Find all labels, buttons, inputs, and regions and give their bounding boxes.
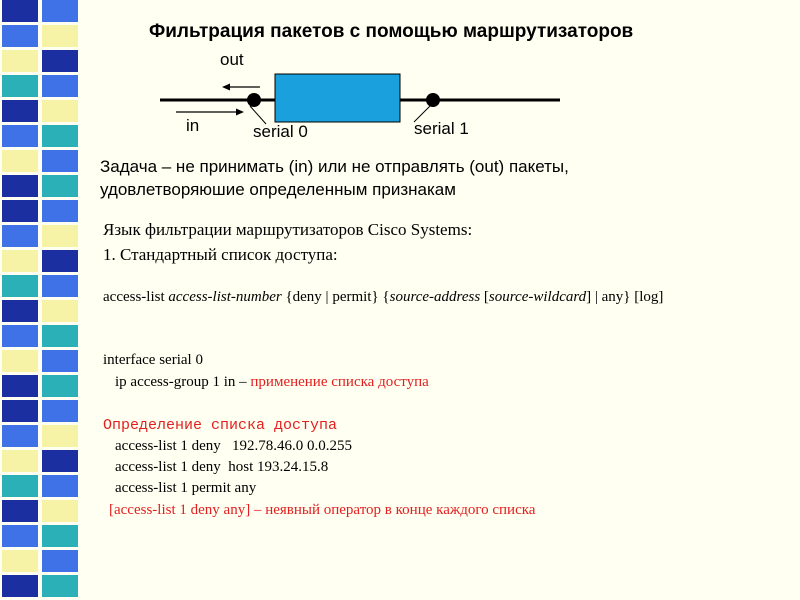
syntax-part: [ bbox=[480, 289, 489, 305]
stripe-square bbox=[42, 325, 78, 347]
decorative-stripe bbox=[0, 0, 92, 600]
stripe-square bbox=[42, 175, 78, 197]
stripe-square bbox=[2, 550, 38, 572]
stripe-square bbox=[2, 0, 38, 22]
stripe-square bbox=[42, 125, 78, 147]
stripe-square bbox=[42, 450, 78, 472]
stripe-square bbox=[42, 100, 78, 122]
syntax-source-wildcard: source-wildcard bbox=[488, 289, 587, 305]
implicit-deny-note: [access-list 1 deny any] – неявный оператор в конце каждого списка bbox=[109, 502, 536, 518]
stripe-square bbox=[2, 300, 38, 322]
out-arrowhead bbox=[222, 84, 230, 91]
stripe-square bbox=[2, 425, 38, 447]
stripe-square bbox=[42, 75, 78, 97]
slide-title: Фильтрация пакетов с помощью маршрутизаторов bbox=[149, 21, 634, 42]
stripe-square bbox=[42, 50, 78, 72]
stripe-square bbox=[2, 150, 38, 172]
router-diagram bbox=[150, 60, 570, 150]
stripe-square bbox=[2, 475, 38, 497]
stripe-square bbox=[42, 275, 78, 297]
router-box bbox=[275, 74, 400, 122]
syntax-part: access-list bbox=[103, 289, 169, 305]
stripe-square bbox=[2, 275, 38, 297]
serial1-label: serial 1 bbox=[414, 119, 469, 138]
interface-line-2 bbox=[115, 374, 429, 391]
in-arrowhead bbox=[236, 109, 244, 116]
stripe-square bbox=[2, 25, 38, 47]
syntax-part: {deny | permit} { bbox=[281, 289, 390, 305]
syntax-source-address: source-address bbox=[389, 289, 481, 305]
serial0-label: serial 0 bbox=[253, 122, 308, 141]
stripe-square bbox=[42, 150, 78, 172]
stripe-square bbox=[2, 500, 38, 522]
stripe-square bbox=[42, 25, 78, 47]
access-group-note: применение списка доступа bbox=[250, 374, 429, 390]
stripe-square bbox=[2, 125, 38, 147]
out-label: out bbox=[220, 50, 244, 69]
stripe-square bbox=[42, 400, 78, 422]
stripe-square bbox=[2, 250, 38, 272]
serial1-dot bbox=[426, 93, 440, 107]
stripe-square bbox=[2, 200, 38, 222]
task-line-2: удовлетворяюшие определенным признакам bbox=[100, 180, 456, 199]
stripe-square bbox=[42, 550, 78, 572]
stripe-square bbox=[42, 525, 78, 547]
stripe-square bbox=[2, 575, 38, 597]
stripe-square bbox=[42, 225, 78, 247]
access-group-command: ip access-group 1 in – bbox=[115, 374, 251, 390]
stripe-square bbox=[42, 0, 78, 22]
serial0-dot bbox=[247, 93, 261, 107]
stripe-square bbox=[42, 500, 78, 522]
stripe-square bbox=[2, 375, 38, 397]
interface-line-1: interface serial 0 bbox=[103, 352, 203, 368]
stripe-square bbox=[2, 75, 38, 97]
in-label: in bbox=[186, 116, 200, 135]
syntax-access-list-number: access-list-number bbox=[168, 289, 282, 305]
rule-line: access-list 1 deny 192.78.46.0 0.0.255 bbox=[115, 438, 353, 454]
stripe-square bbox=[2, 225, 38, 247]
stripe-square bbox=[2, 350, 38, 372]
stripe-square bbox=[2, 325, 38, 347]
rule-line: access-list 1 permit any bbox=[115, 480, 257, 496]
stripe-square bbox=[2, 525, 38, 547]
stripe-square bbox=[2, 50, 38, 72]
stripe-square bbox=[42, 300, 78, 322]
lang-line-2: 1. Стандартный список доступа: bbox=[103, 245, 338, 264]
stripe-square bbox=[42, 200, 78, 222]
stripe-square bbox=[42, 375, 78, 397]
stripe-square bbox=[42, 425, 78, 447]
syntax-part: ] | any} [log] bbox=[586, 289, 664, 305]
definition-heading: Определение списка доступа bbox=[103, 417, 338, 434]
rule-line: access-list 1 deny host 193.24.15.8 bbox=[115, 459, 329, 475]
stripe-square bbox=[42, 575, 78, 597]
stripe-square bbox=[42, 475, 78, 497]
stripe-square bbox=[2, 100, 38, 122]
stripe-square bbox=[42, 250, 78, 272]
task-line-1: Задача – не принимать (in) или не отправлять (out) пакеты, bbox=[100, 157, 569, 176]
syntax-line bbox=[103, 289, 663, 306]
stripe-square bbox=[2, 400, 38, 422]
stripe-square bbox=[42, 350, 78, 372]
stripe-square bbox=[2, 450, 38, 472]
stripe-square bbox=[2, 175, 38, 197]
lang-line-1: Язык фильтрации маршрутизаторов Cisco Systems: bbox=[103, 220, 473, 239]
